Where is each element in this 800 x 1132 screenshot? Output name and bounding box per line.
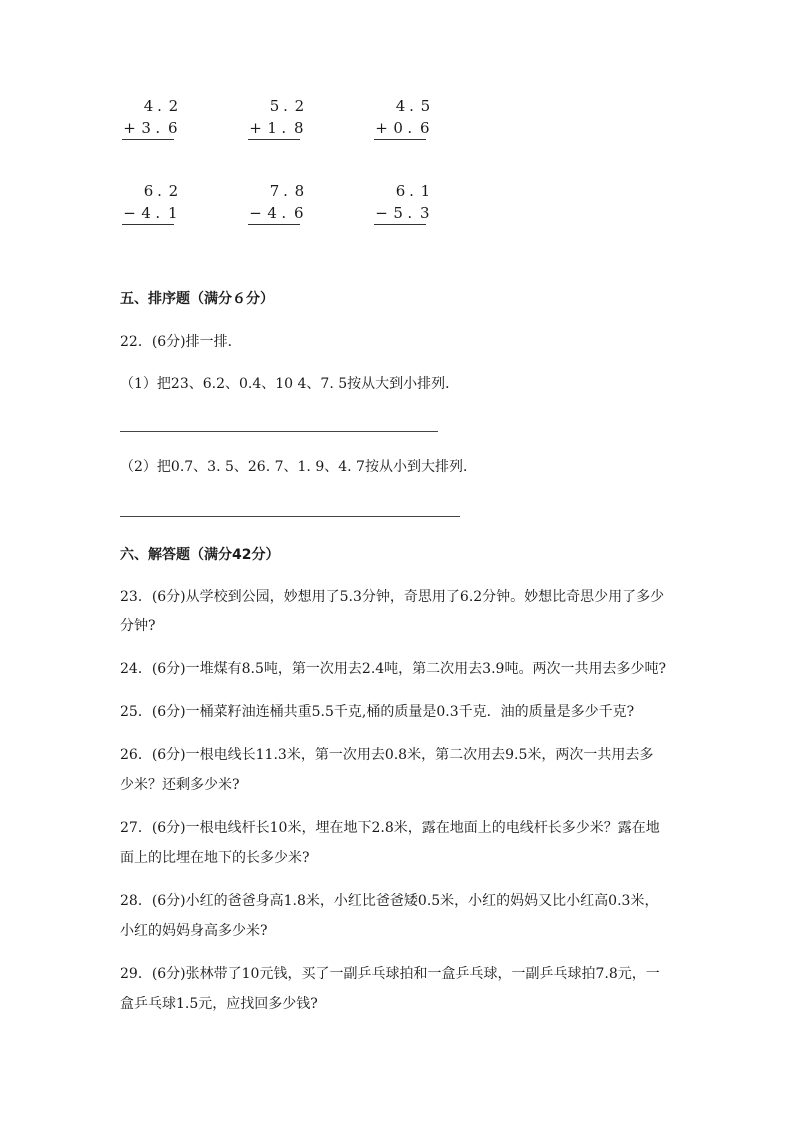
- problem-top-row: [374, 95, 434, 117]
- question-25: 25．(6分)一桶菜籽油连桶共重5.5千克,桶的质量是0.3千克．油的质量是多少千克?: [120, 704, 635, 720]
- bottom-int: 4: [141, 204, 151, 222]
- decimal-point: .: [409, 97, 414, 115]
- question-22-part-2: （2）把0.7、3. 5、26. 7、1. 9、4. 7按从小到大排列．: [120, 459, 477, 475]
- problem-bottom-row: [122, 117, 182, 139]
- top-dec: 2: [168, 97, 179, 115]
- problem-top-row: [248, 180, 308, 202]
- answer-line-22-1[interactable]: [120, 431, 438, 432]
- operator: −: [249, 204, 262, 222]
- operator: −: [123, 204, 136, 222]
- top-dec: 8: [294, 182, 305, 200]
- decimal-point: .: [157, 97, 162, 115]
- problem-bottom-row: [374, 117, 434, 139]
- bottom-int: 5: [393, 204, 403, 222]
- question-28-line-1: 28．(6分)小红的爸爸身高1.8米，小红比爸爸矮0.5米，小红的妈妈又比小红高0.3米，: [120, 893, 659, 909]
- decimal-point: .: [281, 119, 287, 137]
- bottom-dec: 6: [294, 204, 304, 222]
- question-24: 24．(6分)一堆煤有8.5吨，第一次用去2.4吨，第二次用去3.9吨。两次一共用去多少吨?: [120, 661, 666, 677]
- vertical-problem-5: [248, 180, 348, 240]
- problem-bottom-row: [122, 202, 182, 224]
- question-22: 22．(6分)排一排．: [120, 334, 242, 350]
- question-26-line-2: 少米？还剩多少米?: [120, 777, 240, 793]
- bottom-int: 4: [267, 204, 277, 222]
- problem-top-row: [122, 95, 182, 117]
- bottom-int: 0: [393, 119, 403, 137]
- decimal-point: .: [407, 204, 413, 222]
- section-5-title: 五、排序题（满分６分）: [120, 291, 274, 307]
- difference-line: [122, 224, 174, 225]
- top-int: 6: [395, 182, 406, 200]
- vertical-problem-1: [122, 95, 222, 155]
- question-29-line-1: 29．(6分)张林带了10元钱，买了一副乒乓球拍和一盒乒乓球，一副乒乓球拍7.8元，一: [120, 966, 660, 982]
- bottom-int: 1: [267, 119, 277, 137]
- problem-top-row: [122, 180, 182, 202]
- problem-bottom-row: [248, 117, 308, 139]
- question-26-line-1: 26．(6分)一根电线长11.3米，第一次用去0.8米，第二次用去9.5米，两次一共用去多: [120, 747, 654, 763]
- vertical-problem-4: [122, 180, 222, 240]
- question-22-part-1: （1）把23、6.2、0.4、10 4、7. 5按从大到小排列．: [120, 376, 460, 392]
- top-dec: 1: [420, 182, 431, 200]
- bottom-dec: 1: [168, 204, 178, 222]
- problem-top-row: [374, 180, 434, 202]
- question-29-line-2: 盒乒乓球1.5元，应找回多少钱?: [120, 996, 318, 1012]
- vertical-problem-6: [374, 180, 474, 240]
- top-dec: 5: [420, 97, 431, 115]
- problem-bottom-row: [374, 202, 434, 224]
- decimal-point: .: [283, 97, 288, 115]
- problem-bottom-row: [248, 202, 308, 224]
- decimal-point: .: [283, 182, 288, 200]
- top-int: 6: [143, 182, 154, 200]
- bottom-int: 3: [141, 119, 151, 137]
- decimal-point: .: [409, 182, 414, 200]
- operator: +: [375, 119, 388, 137]
- bottom-dec: 3: [420, 204, 430, 222]
- sum-line: [248, 139, 300, 140]
- difference-line: [248, 224, 300, 225]
- section-6-title: 六、解答题（满分42分）: [120, 547, 280, 563]
- decimal-point: .: [407, 119, 413, 137]
- top-dec: 2: [294, 97, 305, 115]
- difference-line: [374, 224, 426, 225]
- operator: +: [123, 119, 136, 137]
- operator: −: [375, 204, 388, 222]
- question-23-line-2: 分钟?: [120, 618, 156, 634]
- top-int: 4: [395, 97, 406, 115]
- top-int: 7: [269, 182, 280, 200]
- question-23-line-1: 23．(6分)从学校到公园，妙想用了5.3分钟，奇思用了6.2分钟。妙想比奇思少用了多少: [120, 589, 665, 605]
- decimal-point: .: [155, 204, 161, 222]
- problem-top-row: [248, 95, 308, 117]
- sum-line: [122, 139, 174, 140]
- sum-line: [374, 139, 426, 140]
- decimal-point: .: [155, 119, 161, 137]
- question-27-line-2: 面上的比埋在地下的长多少米?: [120, 850, 310, 866]
- vertical-problem-2: [248, 95, 348, 155]
- top-dec: 2: [168, 182, 179, 200]
- bottom-dec: 8: [294, 119, 304, 137]
- bottom-dec: 6: [168, 119, 178, 137]
- operator: +: [249, 119, 262, 137]
- decimal-point: .: [157, 182, 162, 200]
- top-int: 4: [143, 97, 154, 115]
- vertical-problem-3: [374, 95, 474, 155]
- question-28-line-2: 小红的妈妈身高多少米?: [120, 923, 268, 939]
- top-int: 5: [269, 97, 280, 115]
- decimal-point: .: [281, 204, 287, 222]
- question-27-line-1: 27．(6分)一根电线杆长10米，埋在地下2.8米，露在地面上的电线杆长多少米？露在地: [120, 820, 660, 836]
- answer-line-22-2[interactable]: [120, 516, 460, 517]
- bottom-dec: 6: [420, 119, 430, 137]
